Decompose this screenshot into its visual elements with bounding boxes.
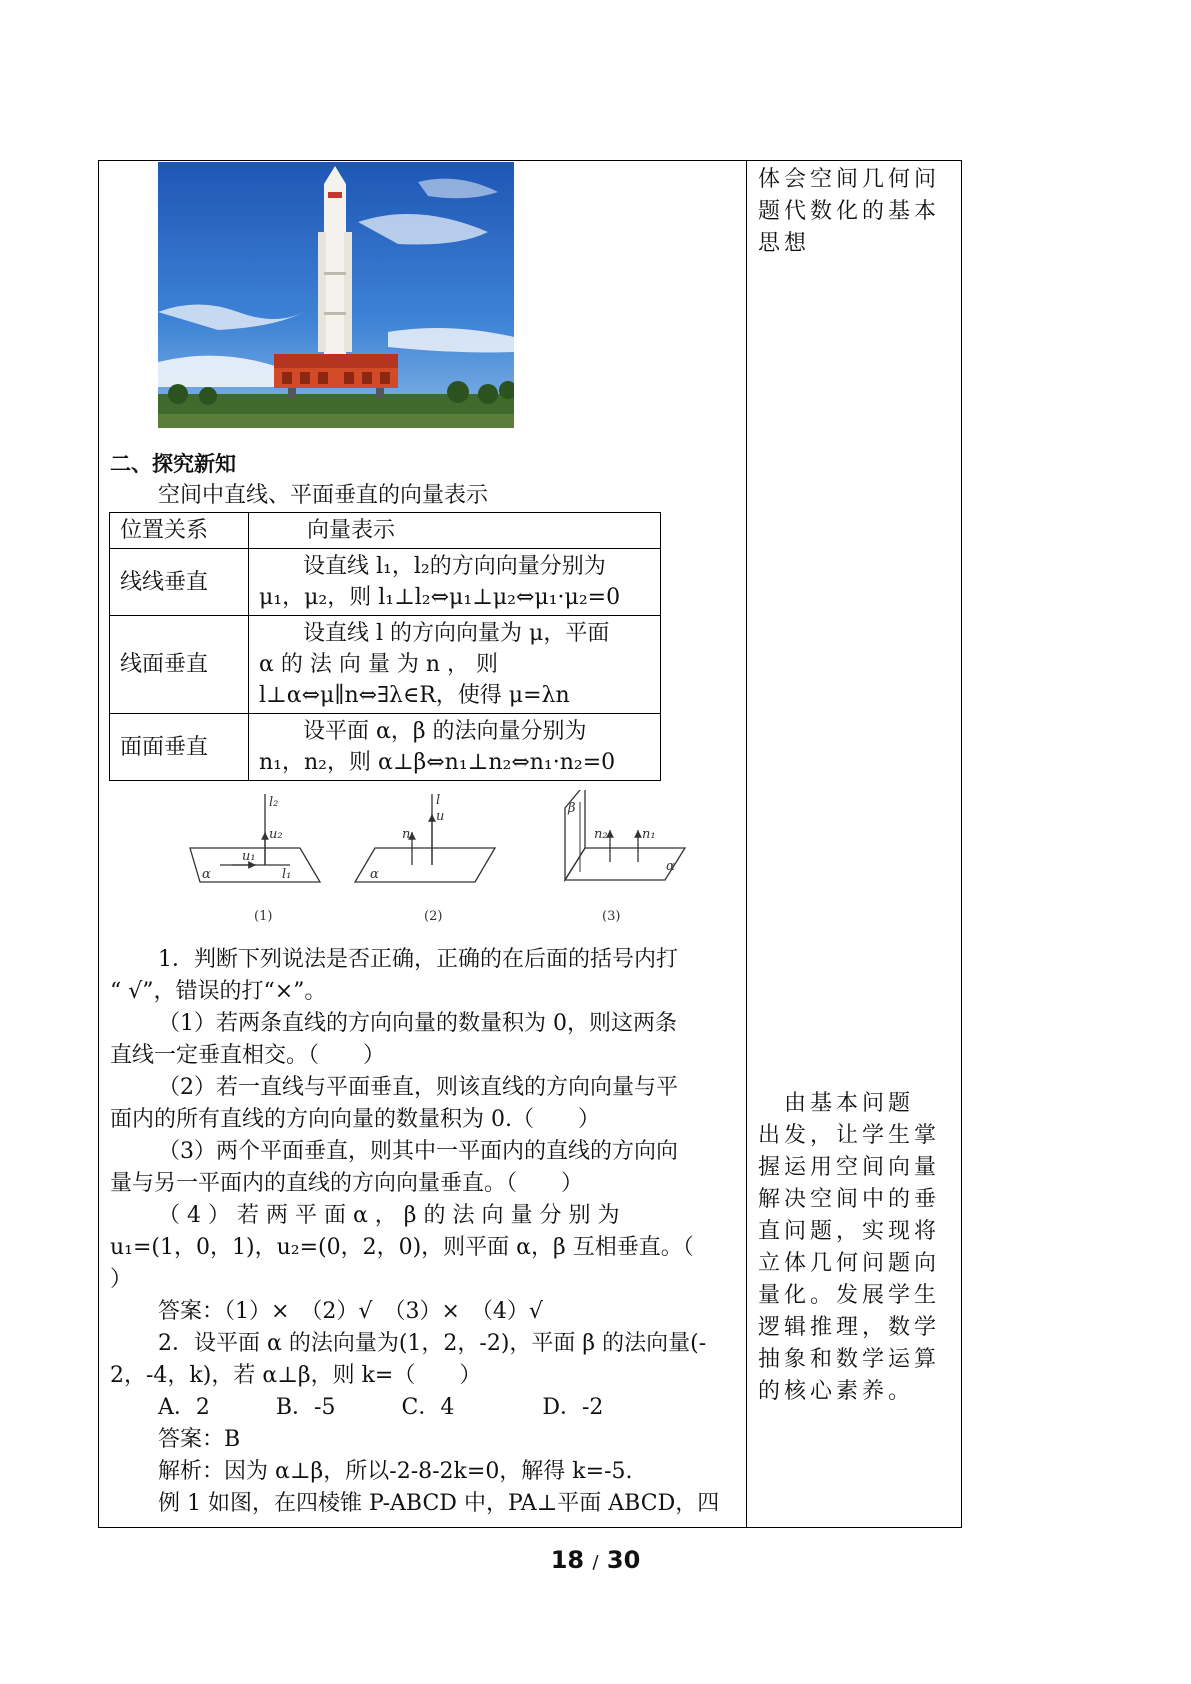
header-relation: 位置关系 [110, 513, 249, 549]
relation-cell: 面面垂直 [110, 714, 249, 781]
q2-stem-line1: 2．设平面 α 的法向量为(1，2，-2)，平面 β 的法向量(- [158, 1331, 707, 1356]
q1-item2-line1: （2）若一直线与平面垂直，则该直线的方向向量与平 [158, 1075, 678, 1100]
figure-label-2: (2) [424, 909, 443, 924]
q1-item4-line2: u₁=(1，0，1)，u₂=(0，2，0)，则平面 α，β 互相垂直。（ [110, 1235, 694, 1260]
q1-item1-line1: （1）若两条直线的方向向量的数量积为 0，则这两条 [158, 1011, 677, 1036]
label-beta: β [568, 801, 576, 816]
q1-item1-line2: 直线一定垂直相交。（ ） [110, 1043, 386, 1068]
page-number: 18 / 30 [550, 1546, 641, 1574]
q1-stem-line1: 1．判断下列说法是否正确，正确的在后面的括号内打 [158, 947, 678, 972]
example-1-text: 例 1 如图，在四棱锥 P-ABCD 中，PA⊥平面 ABCD，四 [158, 1491, 720, 1516]
q1-item2-line2: 面内的所有直线的方向向量的数量积为 0.（ ） [110, 1107, 600, 1132]
table-header-row [110, 513, 661, 549]
q2-options: A．2 B．-5 C．4 D．-2 [158, 1395, 604, 1420]
rocket-launch-photo [158, 162, 514, 428]
intro-text: 空间中直线、平面垂直的向量表示 [158, 483, 489, 508]
label-n: n [402, 827, 411, 842]
right-note-top: 体会空间几何问 题代数化的基本 思想 [758, 167, 941, 256]
column-divider [746, 160, 747, 1528]
q1-stem-line2: “ √”，错误的打“×”。 [110, 979, 327, 1004]
q2-answer: 答案：B [158, 1427, 241, 1452]
figure-label-3: (3) [602, 909, 621, 924]
perpendicular-figures [180, 790, 700, 940]
section-heading: 二、探究新知 [110, 452, 236, 476]
q1-item4-line3: ） [110, 1267, 133, 1292]
header-vector: 向量表示 [249, 513, 661, 549]
label-n1: n₁ [642, 827, 656, 842]
label-alpha-2: α [370, 867, 379, 882]
table-row [110, 549, 661, 616]
vector-cell: 设直线 l₁，l₂的方向向量分别为 μ₁，μ₂，则 l₁⊥l₂⇔μ₁⊥μ₂⇔μ₁·μ₂=0 [249, 549, 661, 616]
q1-item3-line1: （3）两个平面垂直，则其中一平面内的直线的方向向 [158, 1139, 678, 1164]
relation-cell: 线面垂直 [110, 616, 249, 714]
label-u: u [436, 809, 445, 824]
label-alpha-3: α [666, 859, 675, 874]
q1-item3-line2: 量与另一平面内的直线的方向向量垂直。（ ） [110, 1171, 584, 1196]
q1-answer: 答案：（1）× （2）√ （3）× （4）√ [158, 1299, 543, 1324]
table-row [110, 714, 661, 781]
right-note-bottom: 由基本问题 出发，让学生掌 握运用空间向量 解决空间中的垂 直问题，实现将 立体几何问题向 量化。发展学生 逻辑推理，数学 抽象和数学运算 的核心素养。 [758, 1091, 941, 1404]
label-u2: u₂ [269, 827, 283, 842]
label-n2: n₂ [594, 827, 608, 842]
label-l2: l₂ [269, 795, 279, 810]
q2-analysis: 解析：因为 α⊥β，所以-2-8-2k=0，解得 k=-5. [158, 1459, 633, 1484]
label-alpha-1: α [202, 867, 211, 882]
label-l1: l₁ [282, 867, 292, 882]
relation-cell: 线线垂直 [110, 549, 249, 616]
q2-stem-line2: 2，-4，k)，若 α⊥β，则 k=（ ） [110, 1363, 482, 1388]
vector-cell: 设平面 α，β 的法向量分别为 n₁，n₂，则 α⊥β⇔n₁⊥n₂⇔n₁·n₂=0 [249, 714, 661, 781]
label-l: l [436, 793, 441, 808]
figure-label-1: (1) [254, 909, 273, 924]
q1-item4-line1: （ 4 ） 若 两 平 面 α ， β 的 法 向 量 分 别 为 [158, 1203, 620, 1228]
vector-cell: 设直线 l 的方向向量为 μ，平面 α 的 法 向 量 为 n ， 则 l⊥α⇔μ∥n⇔∃λ∈R，使得 μ=λn [249, 616, 661, 714]
table-row [110, 616, 661, 714]
label-u1: u₁ [242, 849, 256, 864]
vector-table [109, 512, 661, 781]
